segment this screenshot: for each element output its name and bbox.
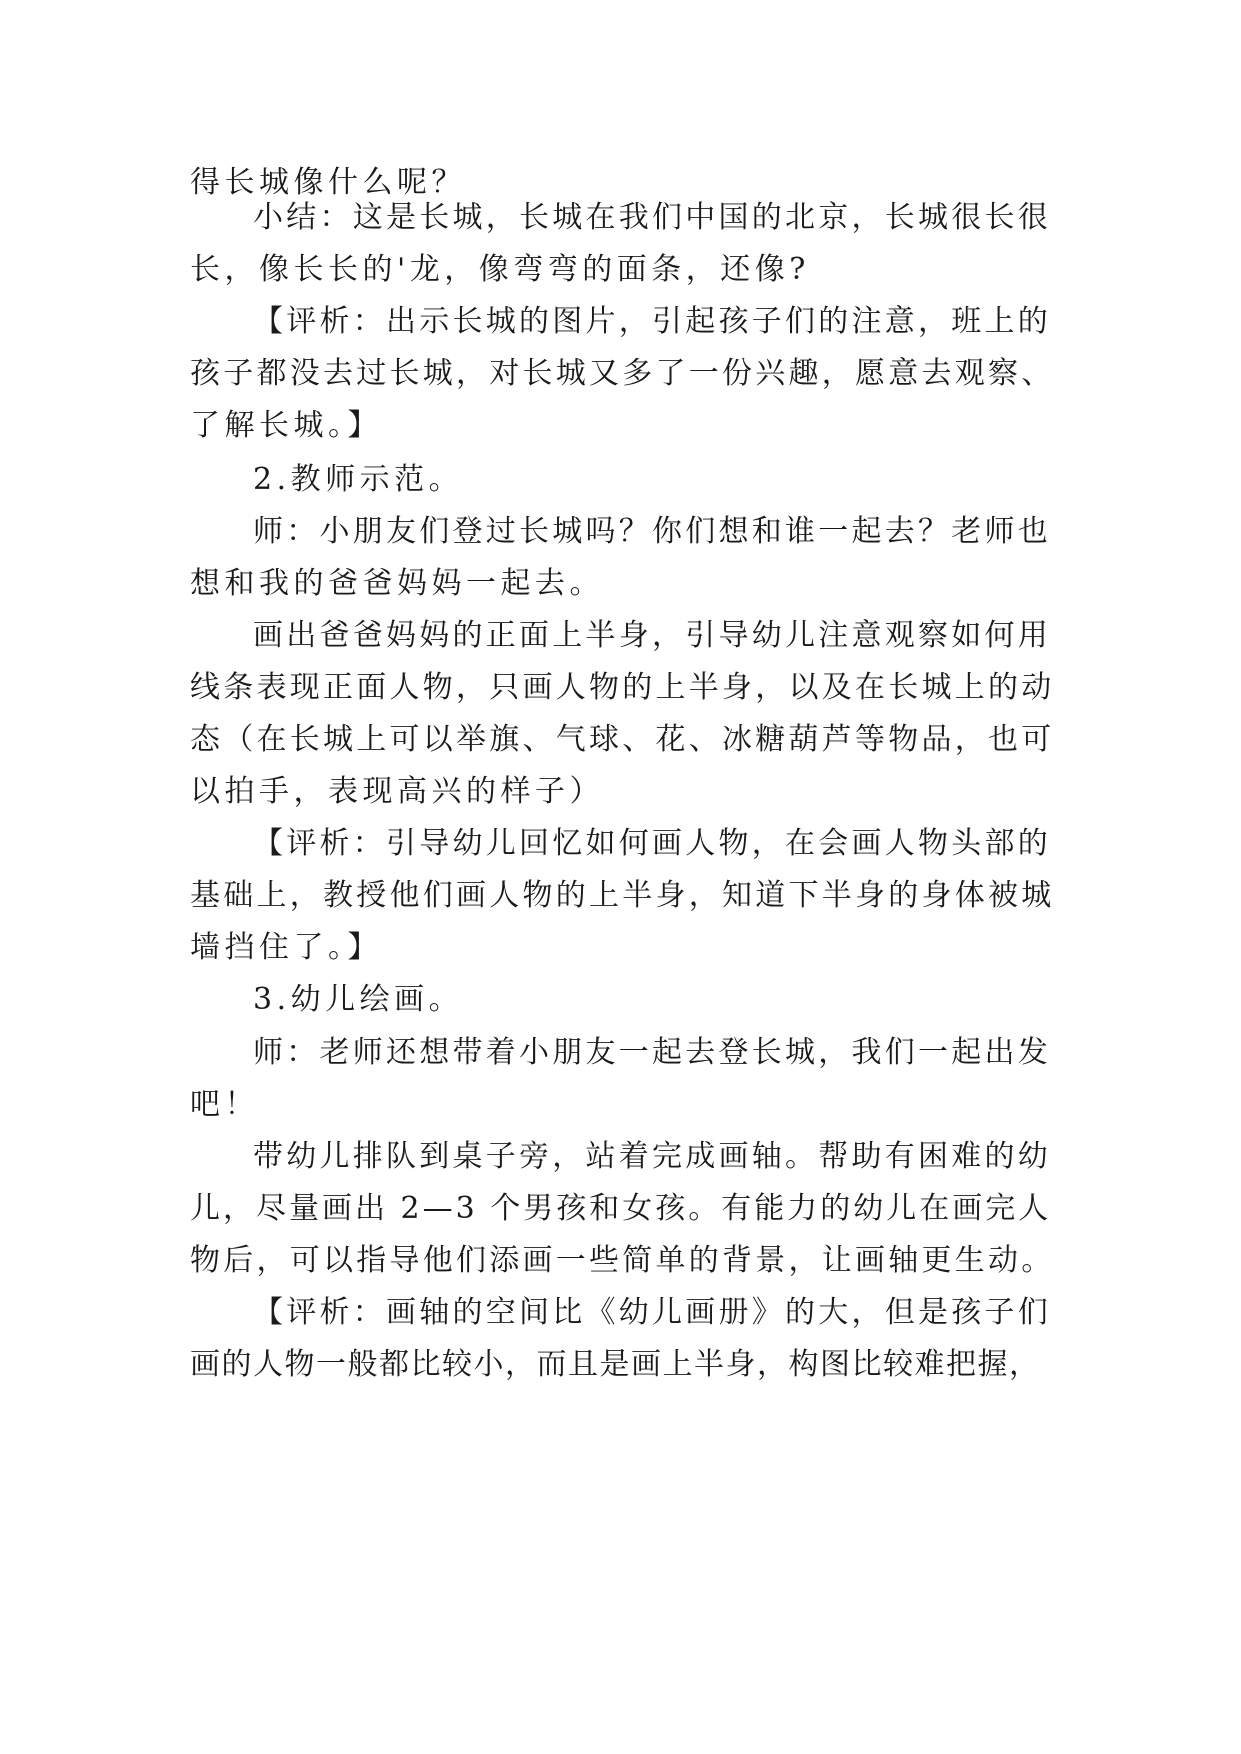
text-line: 线条表现正面人物，只画人物的上半身，以及在长城上的动 — [190, 670, 1055, 705]
text-line: 画出爸爸妈妈的正面上半身，引导幼儿注意观察如何用 — [253, 618, 1051, 653]
text-line: 师：小朋友们登过长城吗？你们想和谁一起去？老师也 — [253, 514, 1051, 549]
text-line: 3.幼儿绘画。 — [253, 982, 464, 1017]
text-line: 孩子都没去过长城，对长城又多了一份兴趣，愿意去观察、 — [190, 356, 1055, 391]
text-line: 物后，可以指导他们添画一些简单的背景，让画轴更生动。 — [190, 1243, 1055, 1278]
text-line: 态（在长城上可以举旗、气球、花、冰糖葫芦等物品，也可 — [190, 722, 1055, 757]
text-line: 长，像长长的'龙，像弯弯的面条，还像? — [190, 252, 810, 287]
text-line: 师：老师还想带着小朋友一起去登长城，我们一起出发 — [253, 1035, 1051, 1070]
text-line: 2.教师示范。 — [253, 462, 464, 497]
text-line: 吧！ — [190, 1087, 259, 1122]
text-line: 想和我的爸爸妈妈一起去。 — [190, 566, 604, 601]
text-line: 画的人物一般都比较小，而且是画上半身，构图比较难把握， — [190, 1347, 1041, 1382]
text-line: 小结：这是长城，长城在我们中国的北京，长城很长很 — [253, 200, 1051, 235]
text-line: 以拍手，表现高兴的样子） — [190, 774, 604, 809]
text-line: 【评析：画轴的空间比《幼儿画册》的大，但是孩子们 — [253, 1295, 1051, 1330]
text-line: 基础上，教授他们画人物的上半身，知道下半身的身体被城 — [190, 878, 1055, 913]
text-line: 【评析：出示长城的图片，引起孩子们的注意，班上的 — [253, 304, 1051, 339]
text-line: 儿，尽量画出 2—3 个男孩和女孩。有能力的幼儿在画完人 — [190, 1191, 1052, 1226]
text-line: 墙挡住了。】 — [190, 930, 382, 965]
text-line: 得长城像什么呢？ — [190, 165, 466, 200]
text-line: 带幼儿排队到桌子旁，站着完成画轴。帮助有困难的幼 — [253, 1139, 1051, 1174]
text-line: 【评析：引导幼儿回忆如何画人物，在会画人物头部的 — [253, 826, 1051, 861]
text-line: 了解长城。】 — [190, 408, 382, 443]
